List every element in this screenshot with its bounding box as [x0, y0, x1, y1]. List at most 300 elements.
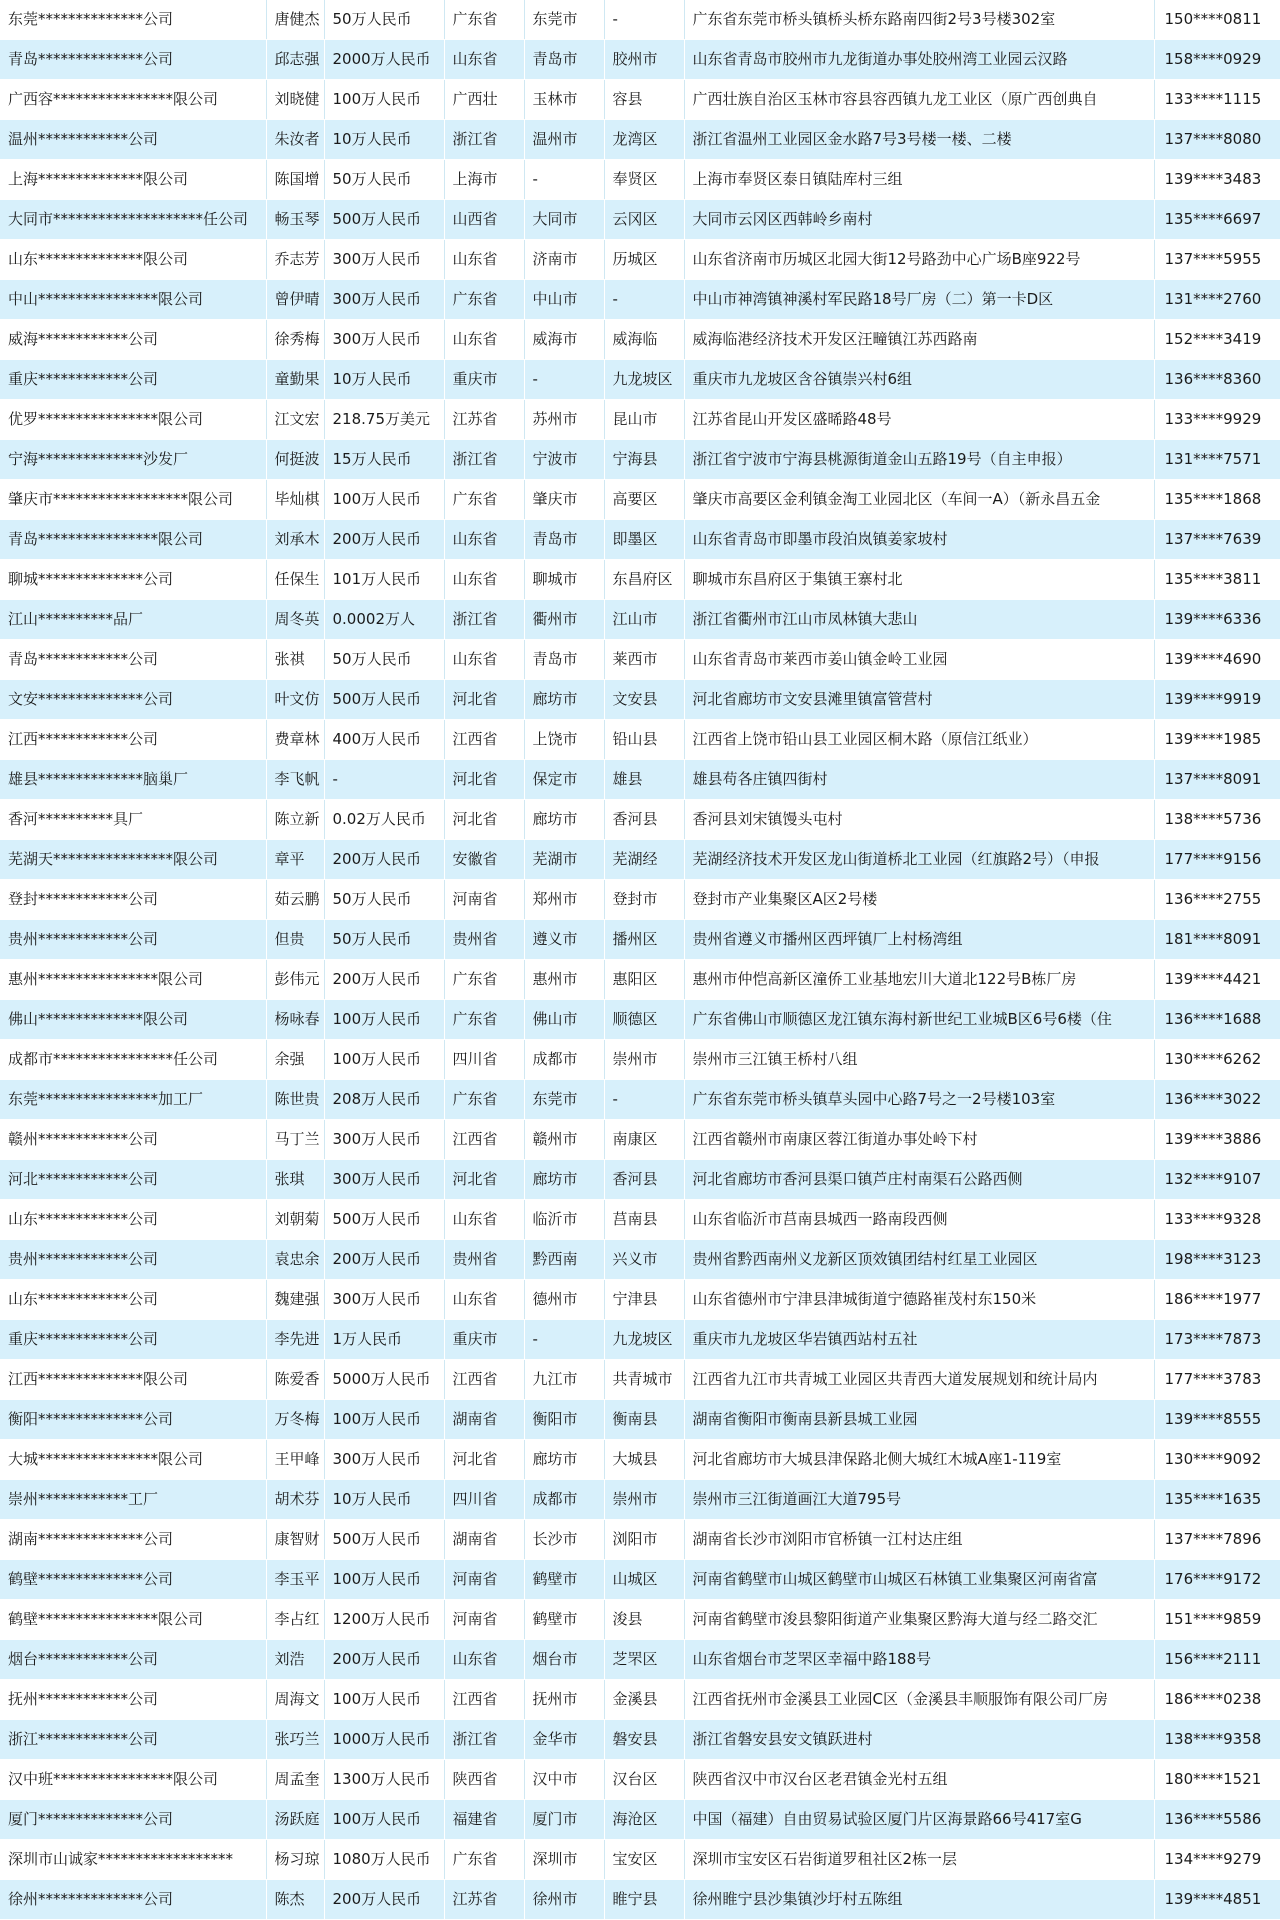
phone-cell: 130****9092 [1154, 1440, 1280, 1480]
registered-capital-cell: 50万人民币 [324, 880, 444, 920]
district-cell: 芝罘区 [604, 1640, 684, 1680]
address-cell: 广东省佛山市顺德区龙江镇东海村新世纪工业城B区6号6楼（住 [684, 1000, 1154, 1040]
city-cell: 济南市 [524, 240, 604, 280]
company-name-cell: 青岛**************公司 [0, 40, 266, 80]
address-cell: 浙江省宁波市宁海县桃源街道金山五路19号（自主申报） [684, 440, 1154, 480]
city-cell: 成都市 [524, 1480, 604, 1520]
city-cell: 东莞市 [524, 1080, 604, 1120]
phone-cell: 135****6697 [1154, 200, 1280, 240]
phone-cell: 186****1977 [1154, 1280, 1280, 1320]
district-cell: 崇州市 [604, 1480, 684, 1520]
company-name-cell: 重庆************公司 [0, 1320, 266, 1360]
company-name-cell: 江西**************限公司 [0, 1360, 266, 1400]
table-row [0, 840, 1280, 880]
city-cell: 成都市 [524, 1040, 604, 1080]
province-cell: 重庆市 [444, 360, 524, 400]
registered-capital-cell: 10万人民币 [324, 1480, 444, 1520]
table-row [0, 1640, 1280, 1680]
company-name-cell: 贵州************公司 [0, 1240, 266, 1280]
address-cell: 贵州省黔西南州义龙新区顶效镇团结村红星工业园区 [684, 1240, 1154, 1280]
city-cell: 遵义市 [524, 920, 604, 960]
legal-person-cell: 周孟奎 [266, 1760, 324, 1800]
district-cell: 山城区 [604, 1560, 684, 1600]
city-cell: 苏州市 [524, 400, 604, 440]
phone-cell: 133****9328 [1154, 1200, 1280, 1240]
district-cell: 宝安区 [604, 1840, 684, 1880]
registered-capital-cell: 1000万人民币 [324, 1720, 444, 1760]
legal-person-cell: 周海文 [266, 1680, 324, 1720]
table-row [0, 1840, 1280, 1880]
company-name-cell: 东莞**************公司 [0, 0, 266, 40]
legal-person-cell: 魏建强 [266, 1280, 324, 1320]
province-cell: 贵州省 [444, 1240, 524, 1280]
registered-capital-cell: 50万人民币 [324, 640, 444, 680]
legal-person-cell: 陈杰 [266, 1880, 324, 1920]
address-cell: 河北省廊坊市文安县滩里镇富管营村 [684, 680, 1154, 720]
company-name-cell: 厦门**************公司 [0, 1800, 266, 1840]
legal-person-cell: 毕灿棋 [266, 480, 324, 520]
address-cell: 肇庆市高要区金利镇金淘工业园北区（车间一A）（新永昌五金 [684, 480, 1154, 520]
province-cell: 山东省 [444, 640, 524, 680]
province-cell: 福建省 [444, 1800, 524, 1840]
city-cell: 黔西南 [524, 1240, 604, 1280]
phone-cell: 137****5955 [1154, 240, 1280, 280]
registered-capital-cell: 50万人民币 [324, 0, 444, 40]
district-cell: 雄县 [604, 760, 684, 800]
address-cell: 威海临港经济技术开发区汪疃镇江苏西路南 [684, 320, 1154, 360]
table-row [0, 360, 1280, 400]
legal-person-cell: 张巧兰 [266, 1720, 324, 1760]
legal-person-cell: 胡术芬 [266, 1480, 324, 1520]
company-name-cell: 青岛************公司 [0, 640, 266, 680]
address-cell: 徐州睢宁县沙集镇沙圩村五陈组 [684, 1880, 1154, 1920]
address-cell: 雄县苟各庄镇四街村 [684, 760, 1154, 800]
company-name-cell: 上海**************限公司 [0, 160, 266, 200]
address-cell: 河南省鹤壁市山城区鹤壁市山城区石林镇工业集聚区河南省富 [684, 1560, 1154, 1600]
company-name-cell: 深圳市山诚家****************** [0, 1840, 266, 1880]
registered-capital-cell: 400万人民币 [324, 720, 444, 760]
registered-capital-cell: 300万人民币 [324, 1280, 444, 1320]
registered-capital-cell: 300万人民币 [324, 1120, 444, 1160]
registered-capital-cell: 100万人民币 [324, 1680, 444, 1720]
phone-cell: 134****9279 [1154, 1840, 1280, 1880]
city-cell: 鹤壁市 [524, 1600, 604, 1640]
registered-capital-cell: 0.0002万人 [324, 600, 444, 640]
legal-person-cell: 李飞帆 [266, 760, 324, 800]
legal-person-cell: 畅玉琴 [266, 200, 324, 240]
table-row [0, 560, 1280, 600]
table-row [0, 880, 1280, 920]
registered-capital-cell: 300万人民币 [324, 1160, 444, 1200]
phone-cell: 139****9919 [1154, 680, 1280, 720]
registered-capital-cell: 1080万人民币 [324, 1840, 444, 1880]
city-cell: 衡阳市 [524, 1400, 604, 1440]
legal-person-cell: 童勤果 [266, 360, 324, 400]
address-cell: 登封市产业集聚区A区2号楼 [684, 880, 1154, 920]
district-cell: 兴义市 [604, 1240, 684, 1280]
province-cell: 江苏省 [444, 1880, 524, 1920]
address-cell: 湖南省长沙市浏阳市官桥镇一江村达庄组 [684, 1520, 1154, 1560]
table-row [0, 1320, 1280, 1360]
city-cell: 徐州市 [524, 1880, 604, 1920]
company-name-cell: 湖南**************公司 [0, 1520, 266, 1560]
district-cell: 莒南县 [604, 1200, 684, 1240]
table-row [0, 1560, 1280, 1600]
legal-person-cell: 何挺波 [266, 440, 324, 480]
city-cell: 郑州市 [524, 880, 604, 920]
table-row [0, 1760, 1280, 1800]
province-cell: 浙江省 [444, 440, 524, 480]
address-cell: 山东省临沂市莒南县城西一路南段西侧 [684, 1200, 1154, 1240]
company-name-cell: 衡阳**************公司 [0, 1400, 266, 1440]
phone-cell: 139****4851 [1154, 1880, 1280, 1920]
city-cell: 厦门市 [524, 1800, 604, 1840]
company-name-cell: 重庆************公司 [0, 360, 266, 400]
address-cell: 崇州市三江镇王桥村八组 [684, 1040, 1154, 1080]
company-name-cell: 惠州****************限公司 [0, 960, 266, 1000]
address-cell: 崇州市三江街道画江大道795号 [684, 1480, 1154, 1520]
legal-person-cell: 陈世贵 [266, 1080, 324, 1120]
registered-capital-cell: 300万人民币 [324, 320, 444, 360]
district-cell: - [604, 1080, 684, 1120]
table-row [0, 1280, 1280, 1320]
legal-person-cell: 陈爱香 [266, 1360, 324, 1400]
city-cell: 金华市 [524, 1720, 604, 1760]
address-cell: 江西省九江市共青城工业园区共青西大道发展规划和统计局内 [684, 1360, 1154, 1400]
table-row [0, 1800, 1280, 1840]
address-cell: 山东省烟台市芝罘区幸福中路188号 [684, 1640, 1154, 1680]
province-cell: 广东省 [444, 1840, 524, 1880]
company-name-cell: 浙江************公司 [0, 1720, 266, 1760]
legal-person-cell: 曾伊晴 [266, 280, 324, 320]
legal-person-cell: 唐健杰 [266, 0, 324, 40]
phone-cell: 139****8555 [1154, 1400, 1280, 1440]
district-cell: 崇州市 [604, 1040, 684, 1080]
city-cell: 惠州市 [524, 960, 604, 1000]
company-name-cell: 江山**********品厂 [0, 600, 266, 640]
registered-capital-cell: 10万人民币 [324, 360, 444, 400]
province-cell: 山东省 [444, 1640, 524, 1680]
province-cell: 江苏省 [444, 400, 524, 440]
legal-person-cell: 费章林 [266, 720, 324, 760]
province-cell: 广西壮 [444, 80, 524, 120]
phone-cell: 198****3123 [1154, 1240, 1280, 1280]
city-cell: 玉林市 [524, 80, 604, 120]
table-row [0, 1680, 1280, 1720]
table-row [0, 440, 1280, 480]
province-cell: 山东省 [444, 1200, 524, 1240]
table-row [0, 1200, 1280, 1240]
registered-capital-cell: 100万人民币 [324, 1040, 444, 1080]
city-cell: 九江市 [524, 1360, 604, 1400]
table-row [0, 1160, 1280, 1200]
district-cell: 江山市 [604, 600, 684, 640]
province-cell: 河南省 [444, 1560, 524, 1600]
city-cell: 廊坊市 [524, 1440, 604, 1480]
district-cell: 高要区 [604, 480, 684, 520]
phone-cell: 135****3811 [1154, 560, 1280, 600]
city-cell: 中山市 [524, 280, 604, 320]
province-cell: 河南省 [444, 1600, 524, 1640]
company-name-cell: 赣州************公司 [0, 1120, 266, 1160]
table-row [0, 960, 1280, 1000]
legal-person-cell: 刘朝菊 [266, 1200, 324, 1240]
phone-cell: 133****9929 [1154, 400, 1280, 440]
address-cell: 河南省鹤壁市浚县黎阳街道产业集聚区黔海大道与经二路交汇 [684, 1600, 1154, 1640]
district-cell: 宁津县 [604, 1280, 684, 1320]
legal-person-cell: 叶文仿 [266, 680, 324, 720]
legal-person-cell: 刘晓健 [266, 80, 324, 120]
address-cell: 香河县刘宋镇馒头屯村 [684, 800, 1154, 840]
phone-cell: 181****8091 [1154, 920, 1280, 960]
legal-person-cell: 王甲峰 [266, 1440, 324, 1480]
district-cell: 共青城市 [604, 1360, 684, 1400]
district-cell: 香河县 [604, 1160, 684, 1200]
table-row [0, 720, 1280, 760]
address-cell: 河北省廊坊市香河县渠口镇芦庄村南渠石公路西侧 [684, 1160, 1154, 1200]
city-cell: 廊坊市 [524, 680, 604, 720]
city-cell: 佛山市 [524, 1000, 604, 1040]
company-name-cell: 芜湖天****************限公司 [0, 840, 266, 880]
phone-cell: 176****9172 [1154, 1560, 1280, 1600]
district-cell: 衡南县 [604, 1400, 684, 1440]
registered-capital-cell: 300万人民币 [324, 280, 444, 320]
province-cell: 河北省 [444, 1440, 524, 1480]
legal-person-cell: 万冬梅 [266, 1400, 324, 1440]
address-cell: 山东省青岛市胶州市九龙街道办事处胶州湾工业园云汉路 [684, 40, 1154, 80]
company-name-cell: 徐州**************公司 [0, 1880, 266, 1920]
province-cell: 广东省 [444, 1000, 524, 1040]
district-cell: 顺德区 [604, 1000, 684, 1040]
company-name-cell: 大同市********************任公司 [0, 200, 266, 240]
district-cell: 睢宁县 [604, 1880, 684, 1920]
address-cell: 深圳市宝安区石岩街道罗租社区2栋一层 [684, 1840, 1154, 1880]
table-row [0, 80, 1280, 120]
registered-capital-cell: 500万人民币 [324, 680, 444, 720]
phone-cell: 139****3886 [1154, 1120, 1280, 1160]
phone-cell: 136****3022 [1154, 1080, 1280, 1120]
address-cell: 陕西省汉中市汉台区老君镇金光村五组 [684, 1760, 1154, 1800]
address-cell: 上海市奉贤区泰日镇陆库村三组 [684, 160, 1154, 200]
phone-cell: 177****3783 [1154, 1360, 1280, 1400]
province-cell: 山东省 [444, 560, 524, 600]
city-cell: 宁波市 [524, 440, 604, 480]
district-cell: 昆山市 [604, 400, 684, 440]
phone-cell: 136****1688 [1154, 1000, 1280, 1040]
phone-cell: 136****5586 [1154, 1800, 1280, 1840]
phone-cell: 138****9358 [1154, 1720, 1280, 1760]
phone-cell: 173****7873 [1154, 1320, 1280, 1360]
district-cell: 奉贤区 [604, 160, 684, 200]
province-cell: 山东省 [444, 240, 524, 280]
phone-cell: 135****1635 [1154, 1480, 1280, 1520]
city-cell: 青岛市 [524, 640, 604, 680]
city-cell: - [524, 1320, 604, 1360]
legal-person-cell: 余强 [266, 1040, 324, 1080]
city-cell: - [524, 360, 604, 400]
city-cell: 德州市 [524, 1280, 604, 1320]
company-name-cell: 抚州************公司 [0, 1680, 266, 1720]
legal-person-cell: 周冬英 [266, 600, 324, 640]
address-cell: 江西省抚州市金溪县工业园C区（金溪县丰顺服饰有限公司厂房 [684, 1680, 1154, 1720]
table-row [0, 1080, 1280, 1120]
company-name-cell: 聊城**************公司 [0, 560, 266, 600]
table-row [0, 1000, 1280, 1040]
legal-person-cell: 但贵 [266, 920, 324, 960]
registered-capital-cell: 100万人民币 [324, 480, 444, 520]
company-name-cell: 登封************公司 [0, 880, 266, 920]
province-cell: 湖南省 [444, 1400, 524, 1440]
province-cell: 浙江省 [444, 120, 524, 160]
city-cell: - [524, 160, 604, 200]
legal-person-cell: 康智财 [266, 1520, 324, 1560]
registered-capital-cell: 200万人民币 [324, 1240, 444, 1280]
province-cell: 山东省 [444, 520, 524, 560]
registered-capital-cell: 50万人民币 [324, 160, 444, 200]
registered-capital-cell: 500万人民币 [324, 1520, 444, 1560]
city-cell: 衢州市 [524, 600, 604, 640]
registered-capital-cell: 1万人民币 [324, 1320, 444, 1360]
table-row [0, 160, 1280, 200]
address-cell: 山东省青岛市莱西市姜山镇金岭工业园 [684, 640, 1154, 680]
registered-capital-cell: 1300万人民币 [324, 1760, 444, 1800]
district-cell: 胶州市 [604, 40, 684, 80]
province-cell: 河北省 [444, 1160, 524, 1200]
table-row [0, 1120, 1280, 1160]
phone-cell: 139****3483 [1154, 160, 1280, 200]
address-cell: 惠州市仲恺高新区潼侨工业基地宏川大道北122号B栋厂房 [684, 960, 1154, 1000]
registered-capital-cell: 0.02万人民币 [324, 800, 444, 840]
company-name-cell: 佛山**************限公司 [0, 1000, 266, 1040]
district-cell: - [604, 280, 684, 320]
district-cell: 汉台区 [604, 1760, 684, 1800]
address-cell: 中山市神湾镇神溪村军民路18号厂房（二）第一卡D区 [684, 280, 1154, 320]
registered-capital-cell: 1200万人民币 [324, 1600, 444, 1640]
company-name-cell: 大城****************限公司 [0, 1440, 266, 1480]
province-cell: 山东省 [444, 320, 524, 360]
district-cell: 九龙坡区 [604, 1320, 684, 1360]
registered-capital-cell: 200万人民币 [324, 1640, 444, 1680]
province-cell: 山东省 [444, 40, 524, 80]
registered-capital-cell: 200万人民币 [324, 840, 444, 880]
district-cell: 海沧区 [604, 1800, 684, 1840]
registered-capital-cell: 200万人民币 [324, 960, 444, 1000]
phone-cell: 156****2111 [1154, 1640, 1280, 1680]
legal-person-cell: 邱志强 [266, 40, 324, 80]
legal-person-cell: 张琪 [266, 1160, 324, 1200]
table-row [0, 400, 1280, 440]
table-row [0, 1520, 1280, 1560]
phone-cell: 139****1985 [1154, 720, 1280, 760]
phone-cell: 137****8091 [1154, 760, 1280, 800]
address-cell: 广东省东莞市桥头镇草头园中心路7号之一2号楼103室 [684, 1080, 1154, 1120]
phone-cell: 136****8360 [1154, 360, 1280, 400]
table-row [0, 520, 1280, 560]
registered-capital-cell: 2000万人民币 [324, 40, 444, 80]
phone-cell: 137****7639 [1154, 520, 1280, 560]
district-cell: 容县 [604, 80, 684, 120]
phone-cell: 152****3419 [1154, 320, 1280, 360]
address-cell: 广西壮族自治区玉林市容县容西镇九龙工业区（原广西创典自 [684, 80, 1154, 120]
table-row [0, 240, 1280, 280]
city-cell: 深圳市 [524, 1840, 604, 1880]
registered-capital-cell: 500万人民币 [324, 1200, 444, 1240]
province-cell: 河北省 [444, 680, 524, 720]
registered-capital-cell: 10万人民币 [324, 120, 444, 160]
address-cell: 河北省廊坊市大城县津保路北侧大城红木城A座1-119室 [684, 1440, 1154, 1480]
legal-person-cell: 汤跃庭 [266, 1800, 324, 1840]
district-cell: 大城县 [604, 1440, 684, 1480]
city-cell: 青岛市 [524, 520, 604, 560]
district-cell: 播州区 [604, 920, 684, 960]
table-row [0, 1360, 1280, 1400]
district-cell: 东昌府区 [604, 560, 684, 600]
company-name-cell: 温州************公司 [0, 120, 266, 160]
address-cell: 浙江省温州工业园区金水路7号3号楼一楼、二楼 [684, 120, 1154, 160]
legal-person-cell: 彭伟元 [266, 960, 324, 1000]
registered-capital-cell: 208万人民币 [324, 1080, 444, 1120]
province-cell: 广东省 [444, 0, 524, 40]
phone-cell: 130****6262 [1154, 1040, 1280, 1080]
address-cell: 浙江省磐安县安文镇跃进村 [684, 1720, 1154, 1760]
phone-cell: 136****2755 [1154, 880, 1280, 920]
province-cell: 重庆市 [444, 1320, 524, 1360]
province-cell: 山东省 [444, 1280, 524, 1320]
province-cell: 四川省 [444, 1040, 524, 1080]
table-row [0, 1400, 1280, 1440]
province-cell: 河南省 [444, 880, 524, 920]
province-cell: 江西省 [444, 720, 524, 760]
district-cell: 威海临 [604, 320, 684, 360]
city-cell: 烟台市 [524, 1640, 604, 1680]
legal-person-cell: 朱汝者 [266, 120, 324, 160]
district-cell: 文安县 [604, 680, 684, 720]
legal-person-cell: 任保生 [266, 560, 324, 600]
table-row [0, 760, 1280, 800]
registered-capital-cell: 218.75万美元 [324, 400, 444, 440]
phone-cell: 139****4690 [1154, 640, 1280, 680]
district-cell: 金溪县 [604, 1680, 684, 1720]
company-name-cell: 江西************公司 [0, 720, 266, 760]
phone-cell: 133****1115 [1154, 80, 1280, 120]
company-name-cell: 中山****************限公司 [0, 280, 266, 320]
district-cell: - [604, 0, 684, 40]
city-cell: 东莞市 [524, 0, 604, 40]
province-cell: 河北省 [444, 800, 524, 840]
company-name-cell: 崇州************工厂 [0, 1480, 266, 1520]
district-cell: 浚县 [604, 1600, 684, 1640]
legal-person-cell: 李玉平 [266, 1560, 324, 1600]
address-cell: 浙江省衢州市江山市凤林镇大悲山 [684, 600, 1154, 640]
province-cell: 江西省 [444, 1120, 524, 1160]
district-cell: 即墨区 [604, 520, 684, 560]
table-row [0, 920, 1280, 960]
address-cell: 湖南省衡阳市衡南县新县城工业园 [684, 1400, 1154, 1440]
table-row [0, 1040, 1280, 1080]
district-cell: 九龙坡区 [604, 360, 684, 400]
legal-person-cell: 陈国增 [266, 160, 324, 200]
registered-capital-cell: 300万人民币 [324, 1440, 444, 1480]
city-cell: 赣州市 [524, 1120, 604, 1160]
phone-cell: 177****9156 [1154, 840, 1280, 880]
province-cell: 广东省 [444, 480, 524, 520]
company-name-cell: 宁海**************沙发厂 [0, 440, 266, 480]
province-cell: 安徽省 [444, 840, 524, 880]
address-cell: 重庆市九龙坡区含谷镇崇兴村6组 [684, 360, 1154, 400]
province-cell: 江西省 [444, 1360, 524, 1400]
province-cell: 山西省 [444, 200, 524, 240]
legal-person-cell: 茹云鹏 [266, 880, 324, 920]
